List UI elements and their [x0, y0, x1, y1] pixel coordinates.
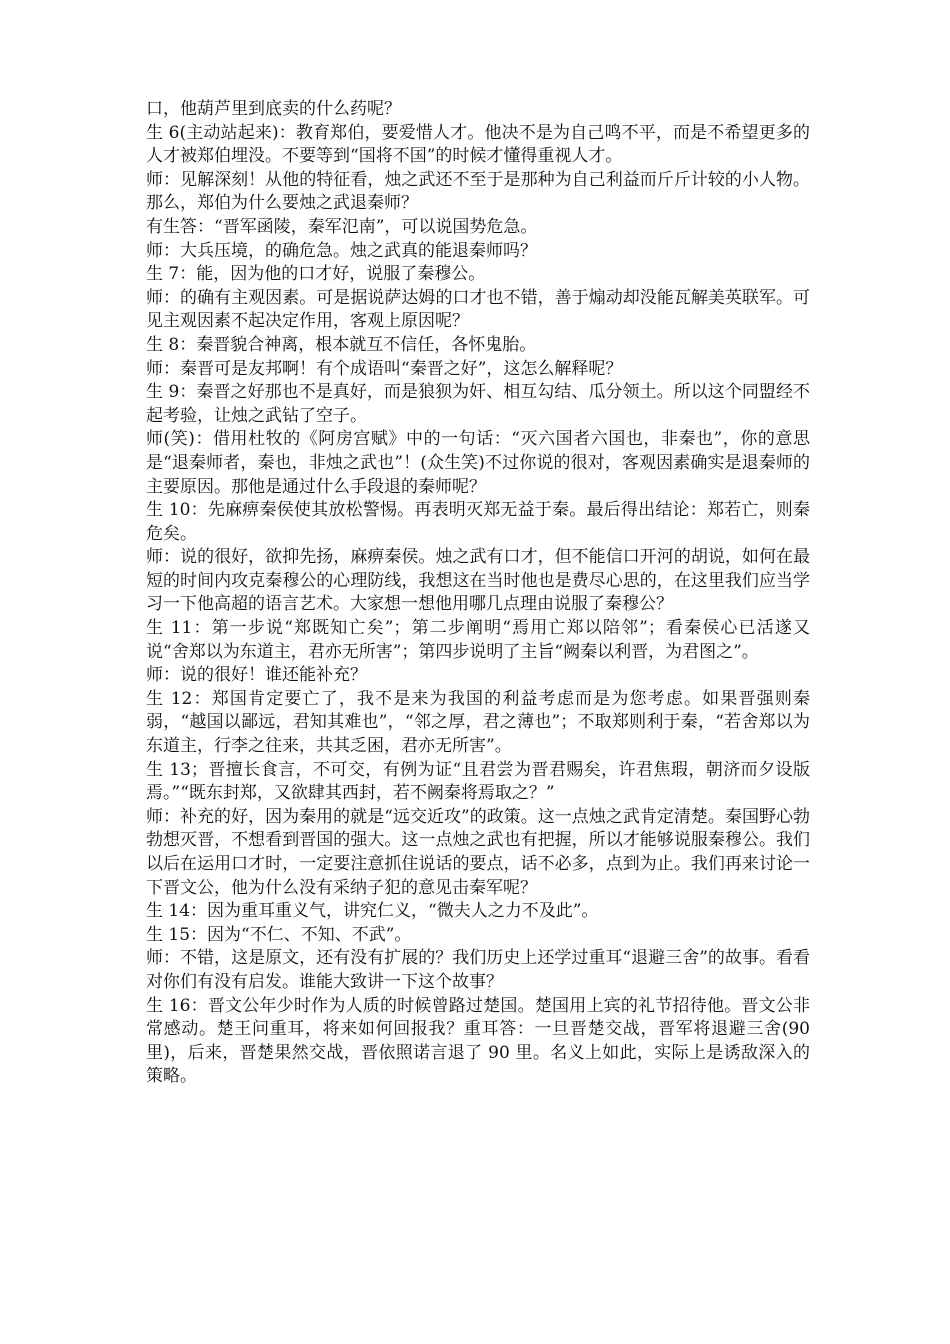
paragraph: 师：大兵压境，的确危急。烛之武真的能退秦师吗？ [146, 240, 537, 261]
paragraph: 师：说的很好！谁还能补充？ [146, 665, 367, 686]
paragraph: 师：见解深刻！从他的特征看，烛之武还不至于是那种为自己利益而斤斤计较的小人物。那么，郑伯为什么要烛之武退秦师？ [146, 169, 810, 214]
document-body [146, 98, 810, 1089]
paragraph: 生 15：因为“不仁、不知、不武”。 [146, 924, 412, 945]
paragraph: 生 9：秦晋之好那也不是真好，而是狼狈为奸、相互勾结、瓜分领土。所以这个同盟经不起考验，让烛之武钻了空子。 [146, 382, 810, 426]
paragraph: 生 7：能，因为他的口才好，说服了秦穆公。 [146, 264, 486, 285]
paragraph: 生 12：郑国肯定要亡了，我不是来为我国的利益考虑而是为您考虑。如果晋强则秦弱，“越国以鄙远，君知其难也”，“邻之厚，君之薄也”；不取郑则利于秦，“若舍郑以为东道主，行李之往来，共其乏困，君亦无所害”。 [146, 688, 810, 757]
paragraph: 生 6(主动站起来)：教育郑伯，要爱惜人才。他决不是为自己鸣不平，而是不希望更多的人才被郑伯埋没。不要等到“国将不国”的时候才懂得重视人才。 [146, 122, 810, 167]
paragraph: 生 16：晋文公年少时作为人质的时候曾路过楚国。楚国用上宾的礼节招待他。晋文公非常感动。楚王问重耳，将来如何回报我？重耳答：一旦晋楚交战，晋军将退避三舍(90 里)，后来，晋楚果然交战，晋依照诺言退了 90 里。名义上如此，实际上是诱敌深入的策略。 [146, 995, 810, 1087]
paragraph: 师(笑)：借用杜牧的《阿房宫赋》中的一句话：“灭六国者六国也，非秦也”，你的意思是“退秦师者，秦也，非烛之武也”！(众生笑)不过你说的很对，客观因素确实是退秦师的主要原因。那他是通过什么手段退的秦师呢？ [146, 429, 810, 497]
paragraph: 师：的确有主观因素。可是据说萨达姆的口才也不错，善于煽动却没能瓦解美英联军。可见主观因素不起决定作用，客观上原因呢？ [146, 287, 810, 332]
paragraph: 师：秦晋可是友邦啊！有个成语叫“秦晋之好”，这怎么解释呢？ [146, 358, 623, 379]
paragraph: 生 14：因为重耳重义气，讲究仁义，“微夫人之力不及此”。 [146, 901, 599, 922]
paragraph: 生 10：先麻痹秦侯使其放松警惕。再表明灭郑无益于秦。最后得出结论：郑若亡，则秦危矣。 [146, 500, 810, 544]
paragraph: 师：不错，这是原文，还有没有扩展的？我们历史上还学过重耳“退避三舍”的故事。看看对你们有没有启发。谁能大致讲一下这个故事？ [146, 948, 810, 992]
paragraph: 生 11：第一步说“郑既知亡矣”；第二步阐明“焉用亡郑以陪邻”；看秦侯心已活遂又说“舍郑以为东道主，君亦无所害”；第四步说明了主旨“阙秦以利晋，为君图之”。 [146, 618, 810, 662]
paragraph: 师：说的很好，欲抑先扬，麻痹秦侯。烛之武有口才，但不能信口开河的胡说，如何在最短的时间内攻克秦穆公的心理防线，我想这在当时他也是费尽心思的，在这里我们应当学习一下他高超的语言艺术。大家想一想他用哪几点理由说服了秦穆公？ [146, 547, 810, 615]
paragraph: 生 8：秦晋貌合神离，根本就互不信任，各怀鬼胎。 [146, 334, 537, 355]
paragraph: 口，他葫芦里到底卖的什么药呢？ [146, 99, 401, 119]
paragraph: 师：补充的好，因为秦用的就是“远交近攻”的政策。这一点烛之武肯定清楚。秦国野心勃勃想灭晋，不想看到晋国的强大。这一点烛之武也有把握，所以才能够说服秦穆公。我们以后在运用口才时，一定要注意抓住说话的要点，话不必多，点到为止。我们再来讨论一下晋文公，他为什么没有采纳子犯的意见击秦军呢？ [146, 806, 810, 898]
paragraph: 有生答：“晋军函陵，秦军氾南”，可以说国势危急。 [146, 216, 538, 237]
paragraph: 生 13；晋擅长食言，不可交，有例为证“且君尝为晋君赐矣，许君焦瑕，朝济而夕设版焉。”“既东封郑，又欲肆其西封，若不阙秦将焉取之？” [146, 759, 810, 804]
